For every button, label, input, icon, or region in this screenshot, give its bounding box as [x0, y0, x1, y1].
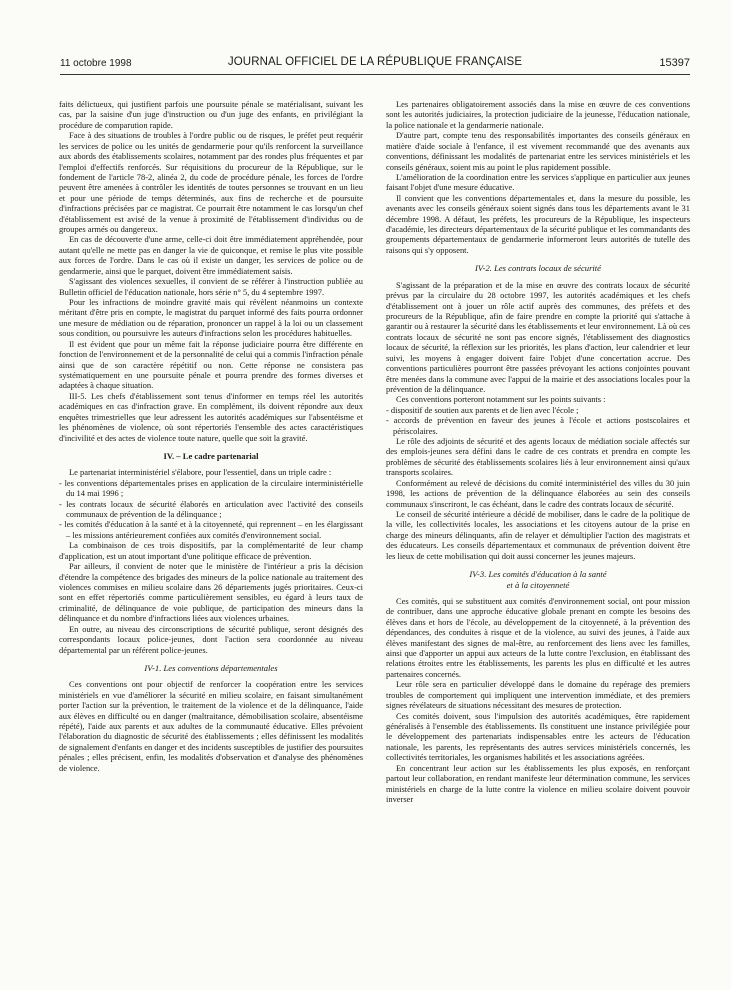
page-header: [60, 56, 690, 72]
paragraph: S'agissant de la préparation et de la mise en œuvre des contrats locaux de sécurité prévus par la circulaire du 28 octobre 1997, les autorités académiques et les chefs d'établissement ont à jouer un rôle actif auprès des communes, des préfets et des procureurs de la République, afin de faire prendre en compte la priorité qui s'attache à garantir ou à restaurer la sécurité dans les établissements et leur environnement. Là où ces contrats locaux de sécurité ne sont pas encore signés, l'établissement des diagnostics locaux de sécurité, la réflexion sur les priorités, les plans d'action, leur calendrier et leur suivi, les moyens à engager doivent faire l'objet d'une concertation accrue. Des conventions particulières pourront être passées prévoyant les actions conjointes pouvant être menées dans la commune avec l'appui de la mairie et des associations locales pour la prévention de la délinquance.: [386, 279, 690, 394]
paragraph: S'agissant des violences sexuelles, il convient de se référer à l'instruction publiée au Bulletin officiel de l'éducation nationale, hors série n° 5, du 4 septembre 1997.: [59, 276, 363, 297]
list-item: - accords de prévention en faveur des jeunes à l'école et actions postscolaires et périscolaires.: [386, 415, 690, 436]
paragraph: Par ailleurs, il convient de noter que le ministère de l'intérieur a pris la décision d'étendre la compétence des brigades des mineurs de la police nationale au traitement des violences commises en milieu scolaire dans 26 départements jugés prioritaires. Ceux-ci sont en effet répertoriés comme particulièrement sensibles, eu égard à leurs taux de criminalité, de délinquance de voie publique, de participation des mineurs dans la délinquance et du nombre d'infractions liées aux violences urbaines.: [59, 561, 363, 624]
paragraph: Il convient que les conventions départementales et, dans la mesure du possible, les avenants avec les conseils généraux soient signés dans tous les départements avant le 31 décembre 1998. A défaut, les préfets, les procureurs de la République, les inspecteurs d'académie, les directeurs départementaux de la sécurité publique et les commandants des groupements départementaux de gendarmerie informeront leurs autorités de tutelle des raisons qui s'y opposent.: [386, 192, 690, 255]
header-rule: [60, 74, 690, 75]
paragraph: Le conseil de sécurité intérieure a décidé de mobiliser, dans le cadre de la politique de la ville, les collectivités locales, les associations et les citoyens autour de la prise en charge des mineurs délinquants, afin de relayer et démultiplier l'action des magistrats et des éducateurs. Les conseils départementaux et communaux de prévention doivent être les lieux de cette mobilisation qui doit aussi concerner les jeunes majeurs.: [386, 509, 690, 561]
bullet-list: [386, 405, 690, 436]
paragraph: Les partenaires obligatoirement associés dans la mise en œuvre de ces conventions sont les autorités judiciaires, la protection judiciaire de la jeunesse, l'éducation nationale, la police nationale et la gendarmerie nationale.: [386, 99, 690, 130]
subsection-heading: IV-1. Les conventions départementales: [144, 662, 278, 673]
subsection-heading: IV-2. Les contrats locaux de sécurité: [474, 263, 601, 274]
paragraph: En concentrant leur action sur les établissements les plus exposés, en renforçant partout leur collaboration, en rendant manifeste leur détermination commune, les services ministériels en charge de la lutte contre la violence en milieu scolaire doivent pouvoir inverser: [386, 762, 690, 804]
paragraph: III-5. Les chefs d'établissement sont tenus d'informer en temps réel les autorités académiques en cas d'infraction grave. En complément, ils doivent répondre aux deux enquêtes trimestrielles que leur adressent les autorités académiques sur l'absentéisme et les phénomènes de violence, où sont répertoriés l'ensemble des actes caractéristiques d'incivilité et des actes de violence toute nature, quelle que soit la gravité.: [59, 390, 363, 443]
issue-date: 11 octobre 1998: [60, 58, 132, 69]
paragraph: En cas de découverte d'une arme, celle-ci doit être immédiatement appréhendée, pour autant qu'elle ne mette pas en danger la vie de quiconque, et remise le plus vite possible aux forces de l'ordre. Dans le cas où il existe un danger, les services de police ou de gendarmerie, ainsi que le parquet, doivent être immédiatement saisis.: [59, 234, 363, 276]
paragraph: Le rôle des adjoints de sécurité et des agents locaux de médiation sociale affectés sur des emplois-jeunes sera défini dans le cadre de ces contrats et prendra en compte les problèmes de sécurité des établissements scolaires liés à leur environnement ainsi qu'aux transports scolaires.: [386, 436, 690, 478]
paragraph: Il est évident que pour un même fait la réponse judiciaire pourra être différente en fonction de l'environnement et de la personnalité de celui qui a commis l'infraction pénale ainsi que de son caractère répétitif ou non. Cette réponse ne consistera pas systématiquement en une poursuite pénale et pourra prendre des formes diverses et adaptées à chaque situation.: [59, 338, 363, 391]
page-number: 15397: [659, 57, 690, 69]
paragraph: Le partenariat interministériel s'élabore, pour l'essentiel, dans un triple cadre :: [69, 467, 332, 478]
journal-title: JOURNAL OFFICIEL DE LA RÉPUBLIQUE FRANÇAISE: [227, 56, 523, 68]
bullet-list: [59, 478, 363, 541]
paragraph: Ces comités doivent, sous l'impulsion des autorités académiques, être rapidement généralisés à l'ensemble des établissements. Ils constituent une instance privilégiée pour le développement des partenariats indispensables entre les acteurs de l'éducation nationale, les parents, les représentants des autres services ministériels concernés, les collectivités territoriales, les organismes habilités et les associations agréées.: [386, 710, 690, 763]
list-item: - les contrats locaux de sécurité élaborés en articulation avec l'activité des conseils communaux de prévention de la délinquance ;: [59, 498, 363, 520]
paragraph: En outre, au niveau des circonscriptions de sécurité publique, seront désignés des correspondants locaux police-jeunes, dont l'action sera coordonnée au niveau départemental par un référent police-jeunes.: [59, 623, 363, 655]
paragraph: D'autre part, compte tenu des responsabilités importantes des conseils généraux en matière d'aide sociale à l'enfance, il est vivement recommandé que des avenants aux conventions, définissant les modalités de partenariat entre les services ministériels et les conseils généraux, soient mis au point le plus rapidement possible.: [386, 130, 690, 172]
right-column: [386, 99, 690, 804]
subsection-heading: IV-3. Les comités d'éducation à la santé et à la citoyenneté: [469, 569, 607, 590]
section-heading: IV. – Le cadre partenarial: [163, 450, 259, 461]
paragraph: Pour les infractions de moindre gravité mais qui révèlent néanmoins un contexte méritant d'être pris en compte, le magistrat du parquet informé des faits pourra ordonner une mesure de médiation ou de réparation, prononcer un rappel à la loi ou un classement sous condition, ou poursuivre les auteurs d'infractions selon les procédures habituelles.: [59, 297, 363, 339]
paragraph: Ces comités, qui se substituent aux comités d'environnement social, ont pour mission de contribuer, dans une approche éducative globale prenant en compte les besoins des élèves dans et hors de l'école, au développement de la citoyenneté, à la prévention des dépendances, des conduites à risque et de la violence, au suivi des jeunes, à l'aide aux élèves manifestant des signes de mal-être, au renforcement des liens avec les familles, ainsi que d'apporter un appui aux acteurs de la lutte contre l'exclusion, en établissant des relations étroites entre les établissements, les parents les plus en difficulté et les autres partenaires concernés.: [386, 595, 690, 679]
left-column: [59, 99, 363, 773]
list-item: - les conventions départementales prises en application de la circulaire interministérielle du 14 mai 1996 ;: [59, 477, 363, 499]
paragraph: Ces conventions ont pour objectif de renforcer la coopération entre les services ministériels en vue d'améliorer la sécurité en milieu scolaire, en faisant simultanément porter l'action sur la prévention, le traitement de la violence et de la délinquance, l'aide aux élèves en difficulté ou en danger (maltraitance, démobilisation scolaire, absentéisme répété), l'aide aux parents et aux adultes de la communauté éducative. Elles prévoient l'élaboration du diagnostic de sécurité des établissements ; elles définissent les modalités de signalement d'enfants en danger et des incidents susceptibles de justifier des poursuites pénales ; elles précisent, enfin, les modalités d'observation et d'analyse des phénomènes de violence.: [59, 679, 363, 773]
paragraph: faits délictueux, qui justifient parfois une poursuite pénale se matérialisant, suivant les cas, par la saisine d'un juge d'instruction ou d'un juge des enfants, en privilégiant la procédure de comparution rapide.: [59, 99, 363, 130]
paragraph: L'amélioration de la coordination entre les services s'applique en particulier aux jeunes faisant l'objet d'une mesure éducative.: [386, 171, 690, 193]
paragraph: Face à des situations de troubles à l'ordre public ou de risques, le préfet peut requérir les services de police ou les unités de gendarmerie pour qu'ils renforcent la surveillance aux abords des établissements scolaires, notamment par des rondes plus fréquentes et par l'emploi d'effectifs renforcés. Sur réquisitions du procureur de la République, sur le fondement de l'article 78-2, alinéa 2, du code de procédure pénale, les forces de l'ordre peuvent être amenées à contrôler les identités de toutes personnes se trouvant en un lieu et pour une période de temps déterminés, aux fins de recherche et de poursuite d'infractions précisées par ce magistrat. Ce pourrait être notamment le cas lorsqu'un chef d'établissement est avisé de la venue à proximité de l'établissement d'individus ou de groupes armés ou dangereux.: [59, 130, 363, 235]
paragraph: Leur rôle sera en particulier développé dans le domaine du repérage des premiers troubles de comportement qui impliquent une intervention immédiate, et des premiers signes révélateurs de situations nécessitant des mesures de protection.: [386, 679, 690, 711]
paragraph: Ces conventions porteront notamment sur les points suivants :: [396, 394, 606, 405]
paragraph: La combinaison de ces trois dispositifs, par la complémentarité de leur champ d'application, est un atout important d'une politique efficace de prévention.: [59, 540, 363, 561]
list-item: - les comités d'éducation à la santé et à la citoyenneté, qui reprennent – en les élargissant – les missions antérieurement confiées aux comités d'environnement social.: [59, 519, 363, 540]
list-item: - dispositif de soutien aux parents et de lien avec l'école ;: [386, 404, 579, 415]
paragraph: Conformément au relevé de décisions du comité interministériel des villes du 30 juin 1998, les actions de prévention de la délinquance élaborées au sein des conseils communaux s'inscriront, le cas échéant, dans le cadre des contrats locaux de sécurité.: [386, 477, 690, 509]
